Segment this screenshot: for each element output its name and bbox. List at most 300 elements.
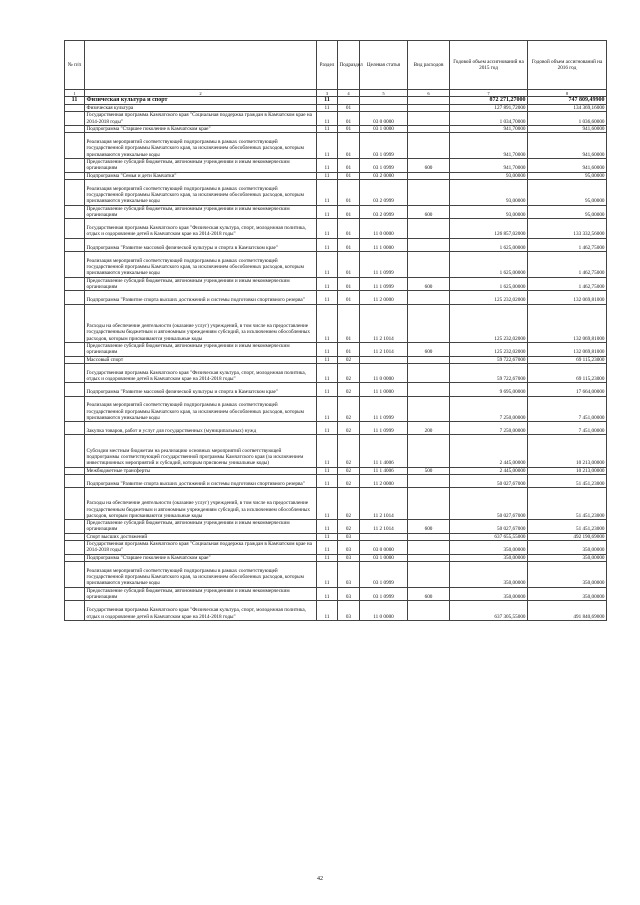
header-subsection: Подраздел bbox=[338, 41, 360, 90]
row-section: 11 bbox=[317, 541, 338, 555]
row-amount-2016: 491 840,69000 bbox=[528, 601, 607, 621]
row-amount-2016: 51 451,23000 bbox=[528, 488, 607, 520]
row-amount-2015: 93,00000 bbox=[450, 205, 528, 219]
row-amount-2016: 95,00000 bbox=[528, 179, 607, 205]
table-row bbox=[65, 179, 607, 205]
row-section: 11 bbox=[317, 467, 338, 474]
row-expense-type bbox=[408, 105, 450, 112]
row-name: Реализация мероприятий соответствующей подпрограммы в рамках соответствующей государственной программы Камчатского края, за исключением обособленных расходов, которым присваиваются уникальные коды bbox=[85, 396, 317, 422]
table-row bbox=[65, 554, 607, 561]
row-expense-type: 500 bbox=[408, 467, 450, 474]
row-name: Подпрограмма "Развитие спорта высших достижений и системы подготовки спортивного резерва" bbox=[85, 291, 317, 304]
row-amount-2016: 941,60000 bbox=[528, 158, 607, 172]
row-target-article: 11 1 0000 bbox=[360, 383, 408, 396]
row-number: 11 bbox=[65, 97, 85, 105]
row-name: Государственная программа Камчатского края "Физическая культура, спорт, молодежная политика, отдых и оздоровление детей в Камчатском крае на 2014-2018 годы" bbox=[85, 601, 317, 621]
table-row bbox=[65, 396, 607, 422]
row-amount-2016: 69 115,23000 bbox=[528, 356, 607, 363]
table-row bbox=[65, 125, 607, 132]
row-subsection: 03 bbox=[338, 554, 360, 561]
row-expense-type: 600 bbox=[408, 205, 450, 219]
row-section: 11 bbox=[317, 363, 338, 383]
row-expense-type bbox=[408, 219, 450, 239]
row-number bbox=[65, 238, 85, 251]
row-target-article: 11 2 0000 bbox=[360, 474, 408, 487]
row-subsection: 01 bbox=[338, 219, 360, 239]
row-subsection: 01 bbox=[338, 277, 360, 291]
row-name: Реализация мероприятий соответствующей подпрограммы в рамках соответствующей государственной программы Камчатского края, за исключением обособленных расходов, которым присваиваются уникальные коды bbox=[85, 561, 317, 587]
row-amount-2016: 7 451,00000 bbox=[528, 396, 607, 422]
row-name: Расходы на обеспечение деятельности (оказание услуг) учреждений, в том числе на предоставление государственным бюджетным и автономным учреждениям субсидий, за исключением обособленных расходов, которым присваиваются уникальные коды bbox=[85, 304, 317, 342]
row-section: 11 bbox=[317, 219, 338, 239]
table-row bbox=[65, 422, 607, 435]
row-name: Реализация мероприятий соответствующей подпрограммы в рамках соответствующей государственной программы Камчатского края, за исключением обособленных расходов, которым присваиваются уникальные коды bbox=[85, 133, 317, 159]
row-target-article: 11 2 1014 bbox=[360, 520, 408, 534]
row-number bbox=[65, 561, 85, 587]
row-section: 11 bbox=[317, 172, 338, 179]
row-subsection: 01 bbox=[338, 112, 360, 126]
row-amount-2016: 134 369,16000 bbox=[528, 105, 607, 112]
table-row bbox=[65, 105, 607, 112]
table-row bbox=[65, 474, 607, 487]
row-name: Реализация мероприятий соответствующей подпрограммы в рамках соответствующей государственной программы Камчатского края, за исключением обособленных расходов, которым присваиваются уникальные коды bbox=[85, 251, 317, 277]
row-amount-2016: 51 451,23000 bbox=[528, 520, 607, 534]
row-amount-2015: 1 625,00000 bbox=[450, 238, 528, 251]
row-target-article bbox=[360, 97, 408, 105]
row-amount-2015: 637 305,55000 bbox=[450, 601, 528, 621]
row-amount-2015: 7 250,00000 bbox=[450, 396, 528, 422]
table-row bbox=[65, 541, 607, 555]
row-number bbox=[65, 342, 85, 356]
table-row bbox=[65, 342, 607, 356]
row-target-article: 03 0 0000 bbox=[360, 112, 408, 126]
row-section: 11 bbox=[317, 554, 338, 561]
row-name: Предоставление субсидий бюджетным, автономным учреждениям и иным некоммерческим организациям bbox=[85, 205, 317, 219]
row-name: Подпрограмма "Развитие массовой физической культуры и спорта в Камчатском крае" bbox=[85, 238, 317, 251]
row-expense-type bbox=[408, 396, 450, 422]
row-amount-2015: 125 232,02000 bbox=[450, 342, 528, 356]
row-section: 11 bbox=[317, 435, 338, 467]
row-amount-2015: 50 027,67000 bbox=[450, 520, 528, 534]
row-name: Субсидии местным бюджетам на реализацию основных мероприятий соответствующей подпрограммы соответствующей государственной программы Камчатского края (за исключением инвестиционных мероприятий и субсидий, которым присвоены уникальные коды) bbox=[85, 435, 317, 467]
row-amount-2016: 941,60000 bbox=[528, 125, 607, 132]
row-number bbox=[65, 363, 85, 383]
row-amount-2016: 492 190,69000 bbox=[528, 533, 607, 540]
row-amount-2015: 7 250,00000 bbox=[450, 422, 528, 435]
row-number bbox=[65, 179, 85, 205]
row-target-article: 11 1 0000 bbox=[360, 238, 408, 251]
header-section: Раздел bbox=[317, 41, 338, 90]
row-number bbox=[65, 383, 85, 396]
row-amount-2016: 7 451,00000 bbox=[528, 422, 607, 435]
row-subsection: 01 bbox=[338, 251, 360, 277]
row-number bbox=[65, 541, 85, 555]
row-expense-type bbox=[408, 561, 450, 587]
row-amount-2016: 1 462,75000 bbox=[528, 238, 607, 251]
row-amount-2015: 1 034,70000 bbox=[450, 112, 528, 126]
row-section: 11 bbox=[317, 158, 338, 172]
column-number-row bbox=[65, 90, 607, 97]
row-target-article: 03 2 0999 bbox=[360, 205, 408, 219]
row-amount-2015: 350,00000 bbox=[450, 541, 528, 555]
row-name: Расходы на обеспечение деятельности (оказание услуг) учреждений, в том числе на предоставление государственным бюджетным и автономным учреждениям субсидий, за исключением обособленных расходов, которым присваиваются уникальные коды bbox=[85, 488, 317, 520]
row-target-article: 03 2 0000 bbox=[360, 172, 408, 179]
row-section: 11 bbox=[317, 205, 338, 219]
table-row bbox=[65, 601, 607, 621]
row-target-article bbox=[360, 105, 408, 112]
row-section: 11 bbox=[317, 112, 338, 126]
row-target-article: 11 1 4006 bbox=[360, 435, 408, 467]
row-expense-type bbox=[408, 304, 450, 342]
table-row bbox=[65, 158, 607, 172]
row-subsection: 02 bbox=[338, 396, 360, 422]
row-section: 11 bbox=[317, 133, 338, 159]
table-row bbox=[65, 435, 607, 467]
row-amount-2015: 9 695,00000 bbox=[450, 383, 528, 396]
row-number bbox=[65, 105, 85, 112]
row-amount-2016: 133 332,56000 bbox=[528, 219, 607, 239]
row-section: 11 bbox=[317, 179, 338, 205]
row-number bbox=[65, 422, 85, 435]
row-target-article: 11 1 0999 bbox=[360, 251, 408, 277]
row-number bbox=[65, 601, 85, 621]
row-expense-type bbox=[408, 179, 450, 205]
table-row bbox=[65, 356, 607, 363]
row-name: Подпрограмма "Развитие спорта высших достижений и системы подготовки спортивного резерва" bbox=[85, 474, 317, 487]
row-amount-2015: 872 271,27000 bbox=[450, 97, 528, 105]
row-subsection: 01 bbox=[338, 342, 360, 356]
row-subsection: 03 bbox=[338, 541, 360, 555]
row-amount-2016: 132 069,81000 bbox=[528, 342, 607, 356]
row-name: Подпрограмма "Старшее поколение в Камчатском крае" bbox=[85, 125, 317, 132]
row-target-article: 03 1 0999 bbox=[360, 158, 408, 172]
row-subsection: 02 bbox=[338, 520, 360, 534]
row-number bbox=[65, 488, 85, 520]
row-target-article: 11 2 1014 bbox=[360, 342, 408, 356]
row-target-article: 03 2 0999 bbox=[360, 179, 408, 205]
header-row bbox=[65, 41, 607, 90]
row-expense-type bbox=[408, 172, 450, 179]
table-row bbox=[65, 205, 607, 219]
row-amount-2016: 350,00000 bbox=[528, 541, 607, 555]
row-amount-2015: 1 625,00000 bbox=[450, 251, 528, 277]
table-row bbox=[65, 251, 607, 277]
row-subsection: 02 bbox=[338, 467, 360, 474]
row-number bbox=[65, 205, 85, 219]
row-amount-2016: 350,00000 bbox=[528, 587, 607, 601]
row-number bbox=[65, 554, 85, 561]
column-number: 3 bbox=[317, 90, 338, 97]
row-subsection: 02 bbox=[338, 422, 360, 435]
row-name: Государственная программа Камчатского края "Физическая культура, спорт, молодежная политика, отдых и оздоровление детей в Камчатском крае на 2014-2018 годы" bbox=[85, 219, 317, 239]
header-name bbox=[85, 41, 317, 90]
header-target: Целевая статья bbox=[360, 41, 408, 90]
column-number: 2 bbox=[85, 90, 317, 97]
table-row bbox=[65, 304, 607, 342]
row-section: 11 bbox=[317, 422, 338, 435]
row-section: 11 bbox=[317, 125, 338, 132]
row-expense-type bbox=[408, 238, 450, 251]
row-amount-2015: 350,00000 bbox=[450, 587, 528, 601]
row-expense-type bbox=[408, 383, 450, 396]
header-expense-type: Вид расходов bbox=[408, 41, 450, 90]
row-target-article: 03 1 0999 bbox=[360, 133, 408, 159]
row-subsection: 02 bbox=[338, 488, 360, 520]
row-target-article: 11 0 0000 bbox=[360, 363, 408, 383]
row-expense-type bbox=[408, 291, 450, 304]
row-target-article: 11 0 0000 bbox=[360, 601, 408, 621]
row-number bbox=[65, 277, 85, 291]
row-number bbox=[65, 158, 85, 172]
row-subsection: 02 bbox=[338, 356, 360, 363]
row-expense-type bbox=[408, 488, 450, 520]
row-subsection: 01 bbox=[338, 105, 360, 112]
table-body bbox=[65, 97, 607, 621]
row-subsection bbox=[338, 97, 360, 105]
row-target-article bbox=[360, 356, 408, 363]
row-name: Предоставление субсидий бюджетным, автономным учреждениям и иным некоммерческим организациям bbox=[85, 277, 317, 291]
row-expense-type bbox=[408, 97, 450, 105]
row-expense-type: 600 bbox=[408, 158, 450, 172]
table-row bbox=[65, 520, 607, 534]
column-number: 7 bbox=[450, 90, 528, 97]
row-amount-2015: 59 722,67000 bbox=[450, 356, 528, 363]
row-target-article: 11 1 0999 bbox=[360, 396, 408, 422]
row-name: Предоставление субсидий бюджетным, автономным учреждениям и иным некоммерческим организациям bbox=[85, 158, 317, 172]
row-amount-2015: 125 232,02000 bbox=[450, 304, 528, 342]
row-section: 11 bbox=[317, 383, 338, 396]
row-amount-2015: 93,00000 bbox=[450, 179, 528, 205]
table-row bbox=[65, 238, 607, 251]
row-subsection: 03 bbox=[338, 601, 360, 621]
row-name: Массовый спорт bbox=[85, 356, 317, 363]
row-subsection: 01 bbox=[338, 304, 360, 342]
row-amount-2015: 941,70000 bbox=[450, 133, 528, 159]
row-name: Государственная программа Камчатского края "Физическая культура, спорт, молодежная политика, отдых и оздоровление детей в Камчатском крае на 2014-2018 годы" bbox=[85, 363, 317, 383]
row-name: Предоставление субсидий бюджетным, автономным учреждениям и иным некоммерческим организациям bbox=[85, 520, 317, 534]
row-target-article: 03 1 0000 bbox=[360, 125, 408, 132]
row-name: Предоставление субсидий бюджетным, автономным учреждениям и иным некоммерческим организациям bbox=[85, 342, 317, 356]
row-expense-type bbox=[408, 474, 450, 487]
table-row bbox=[65, 383, 607, 396]
row-target-article: 03 1 0999 bbox=[360, 587, 408, 601]
table-row bbox=[65, 97, 607, 105]
table-row bbox=[65, 172, 607, 179]
row-subsection: 02 bbox=[338, 435, 360, 467]
row-amount-2015: 2 445,00000 bbox=[450, 435, 528, 467]
row-name: Закупка товаров, работ и услуг для государственных (муниципальных) нужд bbox=[85, 422, 317, 435]
row-section: 11 bbox=[317, 356, 338, 363]
row-section: 11 bbox=[317, 561, 338, 587]
row-number bbox=[65, 219, 85, 239]
row-section: 11 bbox=[317, 587, 338, 601]
row-target-article: 11 1 0999 bbox=[360, 277, 408, 291]
row-name: Государственная программа Камчатского края "Социальная поддержка граждан в Камчатском крае на 2014-2018 годы" bbox=[85, 541, 317, 555]
row-amount-2015: 350,00000 bbox=[450, 554, 528, 561]
row-amount-2016: 747 809,49900 bbox=[528, 97, 607, 105]
table-row bbox=[65, 587, 607, 601]
table-row bbox=[65, 363, 607, 383]
row-section: 11 bbox=[317, 304, 338, 342]
row-target-article: 11 0 0000 bbox=[360, 219, 408, 239]
row-number bbox=[65, 133, 85, 159]
column-number: 1 bbox=[65, 90, 85, 97]
row-amount-2016: 1 036,60000 bbox=[528, 112, 607, 126]
row-expense-type bbox=[408, 363, 450, 383]
row-amount-2016: 350,00000 bbox=[528, 554, 607, 561]
row-target-article: 11 2 1014 bbox=[360, 304, 408, 342]
row-name: Подпрограмма "Старшее поколение в Камчатском крае" bbox=[85, 554, 317, 561]
row-amount-2016: 95,00000 bbox=[528, 205, 607, 219]
row-section: 11 bbox=[317, 520, 338, 534]
row-number bbox=[65, 356, 85, 363]
row-amount-2016: 350,00000 bbox=[528, 561, 607, 587]
row-expense-type bbox=[408, 112, 450, 126]
row-target-article: 11 1 4006 bbox=[360, 467, 408, 474]
row-amount-2015: 350,00000 bbox=[450, 561, 528, 587]
row-number bbox=[65, 474, 85, 487]
row-amount-2015: 93,00000 bbox=[450, 172, 528, 179]
row-expense-type bbox=[408, 541, 450, 555]
row-name: Предоставление субсидий бюджетным, автономным учреждениям и иным некоммерческим организациям bbox=[85, 587, 317, 601]
row-target-article: 11 2 1014 bbox=[360, 488, 408, 520]
row-subsection: 01 bbox=[338, 125, 360, 132]
row-number bbox=[65, 533, 85, 540]
row-name: Межбюджетные трансферты bbox=[85, 467, 317, 474]
row-expense-type: 200 bbox=[408, 422, 450, 435]
row-amount-2015: 1 625,00000 bbox=[450, 277, 528, 291]
row-subsection: 03 bbox=[338, 587, 360, 601]
row-amount-2016: 941,60000 bbox=[528, 133, 607, 159]
row-target-article: 03 1 0999 bbox=[360, 561, 408, 587]
table-row bbox=[65, 277, 607, 291]
row-amount-2016: 1 462,75000 bbox=[528, 251, 607, 277]
row-number bbox=[65, 112, 85, 126]
row-amount-2015: 941,70000 bbox=[450, 125, 528, 132]
page-number: 42 bbox=[317, 876, 323, 882]
table-row bbox=[65, 112, 607, 126]
row-subsection: 01 bbox=[338, 172, 360, 179]
row-target-article: 11 2 0000 bbox=[360, 291, 408, 304]
table-row bbox=[65, 219, 607, 239]
row-target-article bbox=[360, 533, 408, 540]
row-section: 11 bbox=[317, 396, 338, 422]
row-name: Физическая культура и спорт bbox=[85, 97, 317, 105]
row-name: Подпрограмма "Развитие массовой физической культуры и спорта в Камчатском крае" bbox=[85, 383, 317, 396]
row-target-article: 03 1 0000 bbox=[360, 554, 408, 561]
row-number bbox=[65, 304, 85, 342]
row-amount-2015: 59 722,67000 bbox=[450, 363, 528, 383]
header-amount-2015: Годовой объем ассигнований на 2015 год bbox=[450, 41, 528, 90]
row-subsection: 01 bbox=[338, 205, 360, 219]
row-expense-type bbox=[408, 356, 450, 363]
row-subsection: 01 bbox=[338, 291, 360, 304]
table-row bbox=[65, 533, 607, 540]
row-amount-2015: 637 655,55000 bbox=[450, 533, 528, 540]
row-subsection: 01 bbox=[338, 179, 360, 205]
row-number bbox=[65, 251, 85, 277]
budget-table bbox=[64, 40, 607, 621]
row-section: 11 bbox=[317, 342, 338, 356]
row-subsection: 03 bbox=[338, 533, 360, 540]
row-amount-2016: 1 462,75000 bbox=[528, 277, 607, 291]
row-amount-2016: 10 213,00000 bbox=[528, 435, 607, 467]
row-number bbox=[65, 291, 85, 304]
row-expense-type: 600 bbox=[408, 587, 450, 601]
row-expense-type bbox=[408, 554, 450, 561]
row-number bbox=[65, 435, 85, 467]
row-name: Государственная программа Камчатского края "Социальная поддержка граждан в Камчатском крае на 2014-2018 годы" bbox=[85, 112, 317, 126]
row-section: 11 bbox=[317, 277, 338, 291]
row-amount-2015: 125 232,02000 bbox=[450, 291, 528, 304]
row-section: 11 bbox=[317, 97, 338, 105]
row-section: 11 bbox=[317, 291, 338, 304]
row-target-article: 03 0 0000 bbox=[360, 541, 408, 555]
row-expense-type: 600 bbox=[408, 520, 450, 534]
row-subsection: 01 bbox=[338, 158, 360, 172]
row-subsection: 01 bbox=[338, 238, 360, 251]
row-section: 11 bbox=[317, 488, 338, 520]
row-target-article: 11 1 0999 bbox=[360, 422, 408, 435]
row-number bbox=[65, 396, 85, 422]
row-amount-2016: 10 213,00000 bbox=[528, 467, 607, 474]
row-amount-2016: 132 069,81000 bbox=[528, 291, 607, 304]
row-name: Спорт высших достижений bbox=[85, 533, 317, 540]
row-name: Реализация мероприятий соответствующей подпрограммы в рамках соответствующей государственной программы Камчатского края, за исключением обособленных расходов, которым присваиваются уникальные коды bbox=[85, 179, 317, 205]
row-subsection: 02 bbox=[338, 474, 360, 487]
row-expense-type: 600 bbox=[408, 342, 450, 356]
row-amount-2016: 17 664,00000 bbox=[528, 383, 607, 396]
row-amount-2016: 132 069,81000 bbox=[528, 304, 607, 342]
row-subsection: 03 bbox=[338, 561, 360, 587]
row-subsection: 02 bbox=[338, 363, 360, 383]
row-expense-type bbox=[408, 601, 450, 621]
row-subsection: 02 bbox=[338, 383, 360, 396]
header-amount-2016: Годовой объем ассигнований на 2016 год bbox=[528, 41, 607, 90]
table-row bbox=[65, 291, 607, 304]
row-amount-2015: 50 027,67000 bbox=[450, 474, 528, 487]
table-row bbox=[65, 133, 607, 159]
row-expense-type bbox=[408, 533, 450, 540]
row-subsection: 01 bbox=[338, 133, 360, 159]
row-amount-2015: 50 027,67000 bbox=[450, 488, 528, 520]
row-amount-2015: 127 891,72000 bbox=[450, 105, 528, 112]
budget-document bbox=[64, 40, 606, 621]
table-row bbox=[65, 467, 607, 474]
row-expense-type bbox=[408, 125, 450, 132]
row-number bbox=[65, 172, 85, 179]
row-amount-2016: 51 451,23000 bbox=[528, 474, 607, 487]
row-amount-2016: 69 115,23000 bbox=[528, 363, 607, 383]
column-number: 8 bbox=[528, 90, 607, 97]
row-amount-2015: 941,70000 bbox=[450, 158, 528, 172]
row-section: 11 bbox=[317, 601, 338, 621]
column-number: 6 bbox=[408, 90, 450, 97]
row-expense-type bbox=[408, 251, 450, 277]
row-section: 11 bbox=[317, 251, 338, 277]
header-num: № п/п bbox=[65, 41, 85, 90]
table-row bbox=[65, 561, 607, 587]
row-section: 11 bbox=[317, 533, 338, 540]
row-number bbox=[65, 467, 85, 474]
table-row bbox=[65, 488, 607, 520]
row-number bbox=[65, 587, 85, 601]
row-amount-2015: 126 857,02000 bbox=[450, 219, 528, 239]
row-expense-type bbox=[408, 435, 450, 467]
column-number: 4 bbox=[338, 90, 360, 97]
row-number bbox=[65, 520, 85, 534]
row-number bbox=[65, 125, 85, 132]
